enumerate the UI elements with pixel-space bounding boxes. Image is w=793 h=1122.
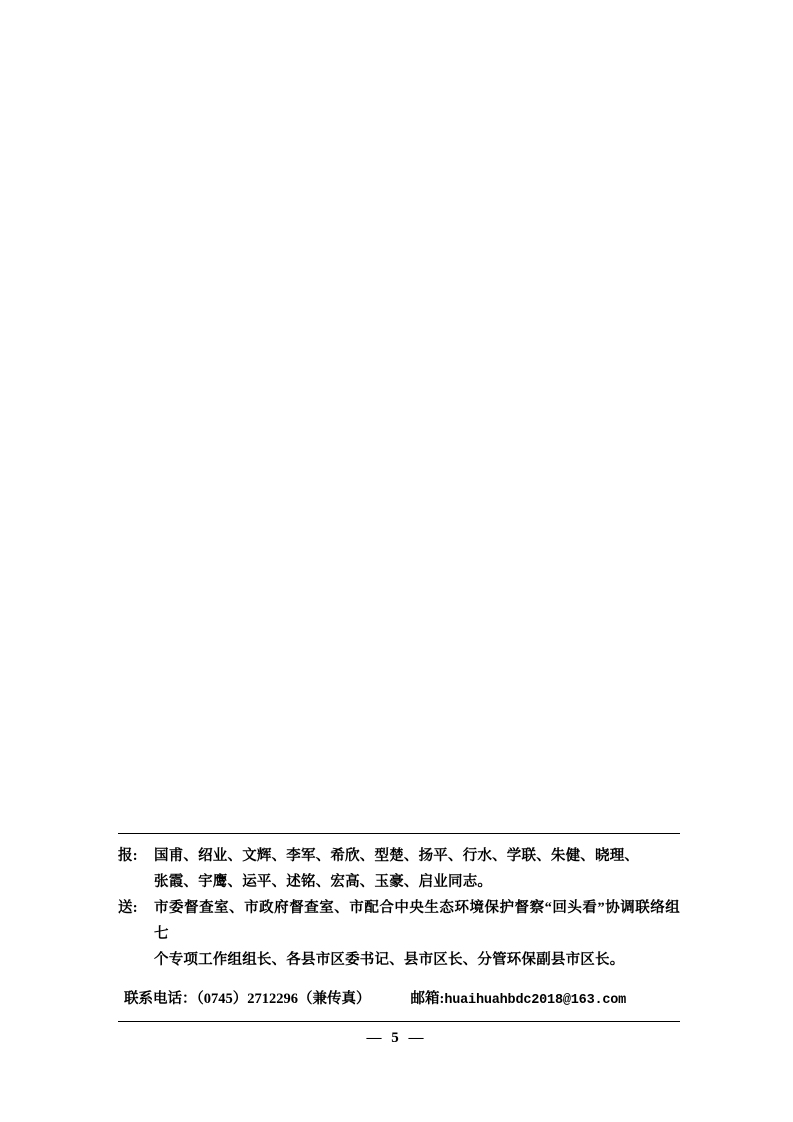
distribution-text-send xyxy=(154,895,680,973)
distribution-send-line-1: 市委督查室、市政府督查室、市配合中央生态环境保护督察“回头看”协调联络组七 xyxy=(154,900,680,942)
distribution-report-line-1: 国甫、绍业、文辉、李军、希欣、型楚、扬平、行水、学联、朱健、晓理、 xyxy=(154,848,640,864)
footer-bottom-divider xyxy=(118,1021,680,1022)
contact-phone-label: 联系电话：（0745）2712296（兼传真） xyxy=(124,991,371,1007)
contact-email-value: huaihuahbdc2018@163.com xyxy=(444,993,627,1008)
distribution-text-report xyxy=(154,843,680,895)
distribution-rows xyxy=(118,834,680,979)
page-number: — 5 — xyxy=(366,1030,427,1046)
contact-row xyxy=(118,979,680,1015)
distribution-label-report: 报: xyxy=(118,848,138,864)
distribution-row-send xyxy=(118,895,680,973)
distribution-report-line-2: 张霞、宇鹰、运平、述铭、宏高、玉豪、启业同志。 xyxy=(154,874,493,890)
contact-email-label: 邮箱: xyxy=(410,991,445,1007)
footer-distribution-block xyxy=(118,833,680,1022)
distribution-label-send: 送: xyxy=(118,900,138,916)
distribution-send-line-2: 个专项工作组组长、各县市区委书记、县市区长、分管环保副县市区长。 xyxy=(154,952,625,968)
distribution-row-report xyxy=(118,843,680,895)
